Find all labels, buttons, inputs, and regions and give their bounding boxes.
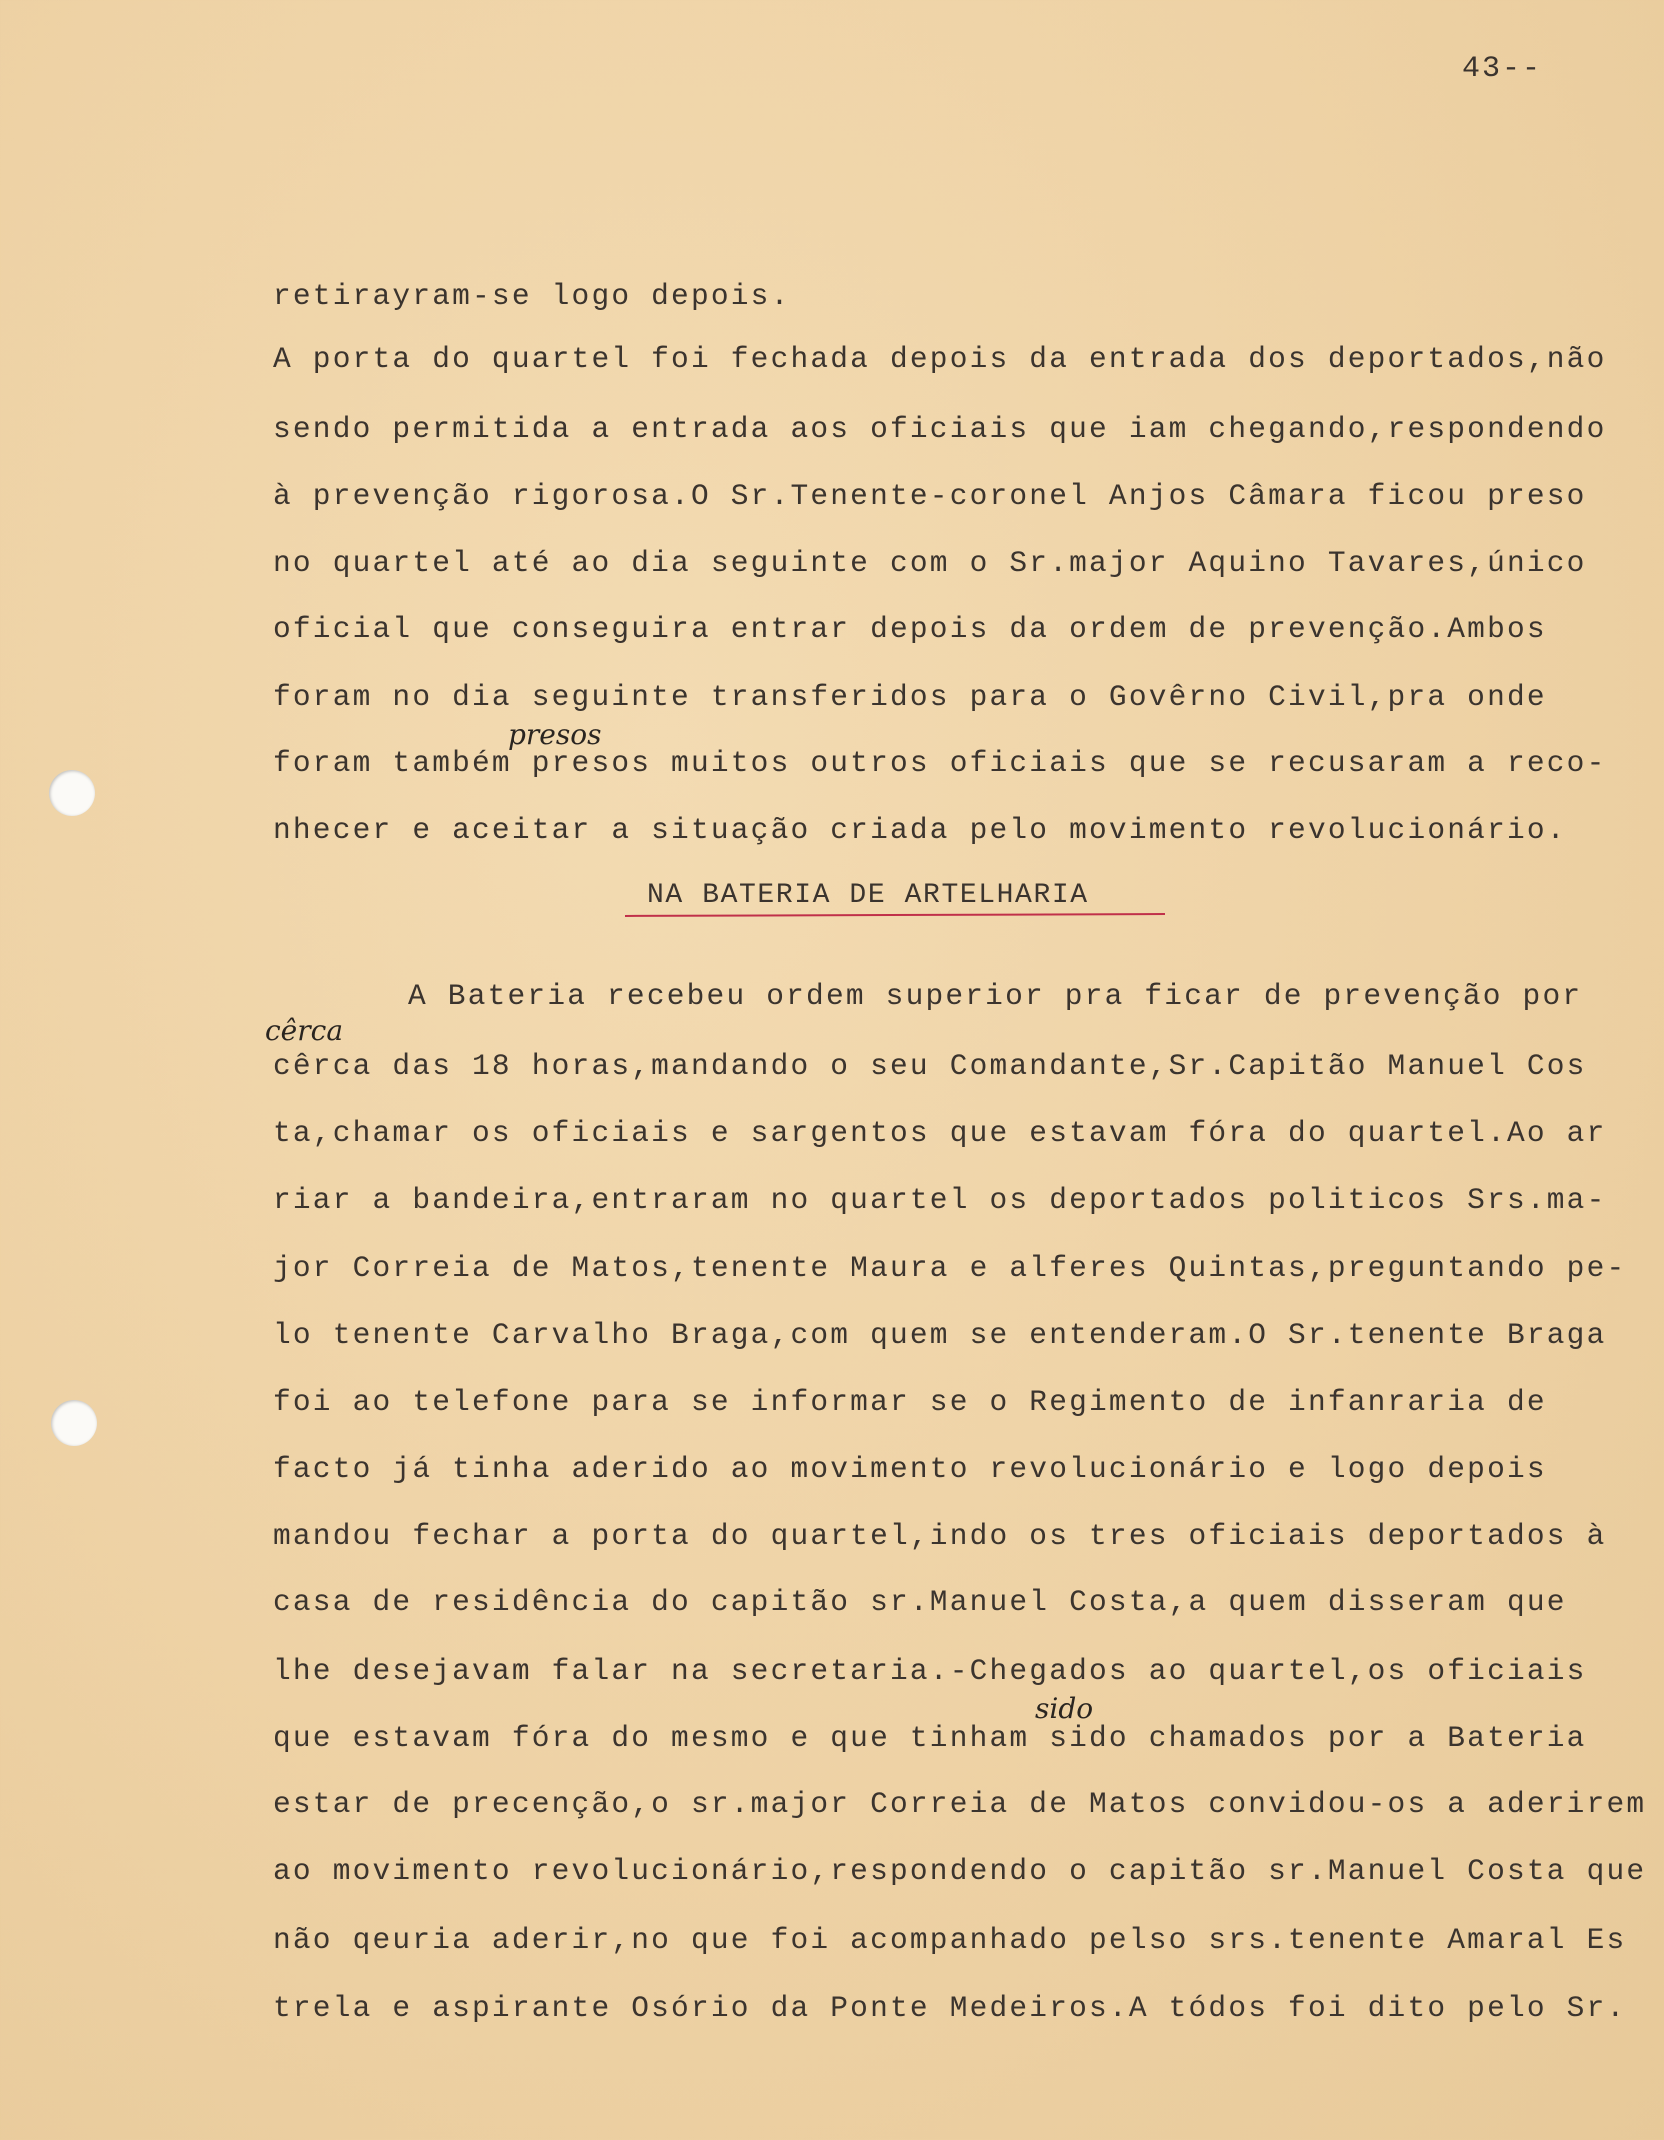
text-line: riar a bandeira,entraram no quartel os deportados politicos Srs.ma- [273, 1183, 1607, 1217]
punch-hole [49, 770, 95, 816]
text-line: ao movimento revolucionário,respondendo o capitão sr.Manuel Costa que [273, 1854, 1647, 1888]
text-line: mandou fechar a porta do quartel,indo os tres oficiais deportados à [273, 1519, 1607, 1553]
page-number: 43-- [1462, 52, 1543, 86]
punch-hole [51, 1400, 97, 1446]
handwritten-annotation: cêrca [265, 1014, 344, 1047]
text-line: sendo permitida a entrada aos oficiais que iam chegando,respondendo [273, 412, 1607, 446]
text-line: lo tenente Carvalho Braga,com quem se entenderam.O Sr.tenente Braga [273, 1318, 1607, 1352]
text-line: trela e aspirante Osório da Ponte Medeiros.A tódos foi dito pelo Sr. [273, 1991, 1627, 2025]
text-line: facto já tinha aderido ao movimento revolucionário e logo depois [273, 1452, 1547, 1486]
text-line: retirayram-se logo depois. [273, 279, 791, 313]
text-line: foram também presos muitos outros oficiais que se recusaram a reco- [273, 746, 1607, 780]
text-line: lhe desejavam falar na secretaria.-Chegados ao quartel,os oficiais [273, 1654, 1587, 1688]
text-line: A Bateria recebeu ordem superior pra ficar de prevenção por [408, 979, 1583, 1013]
section-heading: NA BATERIA DE ARTELHARIA [647, 880, 1089, 911]
text-line: estar de precenção,o sr.major Correia de Matos convidou-os a aderirem [273, 1787, 1647, 1821]
text-line: casa de residência do capitão sr.Manuel Costa,a quem disseram que [273, 1585, 1567, 1619]
text-line: A porta do quartel foi fechada depois da entrada dos deportados,não [273, 342, 1607, 376]
handwritten-annotation: presos [508, 718, 602, 751]
text-line: à prevenção rigorosa.O Sr.Tenente-coronel Anjos Câmara ficou preso [273, 479, 1587, 513]
text-line: ta,chamar os oficiais e sargentos que estavam fóra do quartel.Ao ar [273, 1116, 1607, 1150]
text-line: oficial que conseguira entrar depois da ordem de prevenção.Ambos [273, 612, 1547, 646]
text-line: jor Correia de Matos,tenente Maura e alferes Quintas,preguntando pe- [273, 1251, 1627, 1285]
text-line: nhecer e aceitar a situação criada pelo movimento revolucionário. [273, 813, 1567, 847]
handwritten-annotation: sido [1035, 1692, 1094, 1725]
text-line: que estavam fóra do mesmo e que tinham sido chamados por a Bateria [273, 1721, 1587, 1755]
text-line: cêrca das 18 horas,mandando o seu Comandante,Sr.Capitão Manuel Cos [273, 1049, 1587, 1083]
heading-underline [625, 913, 1165, 917]
text-line: no quartel até ao dia seguinte com o Sr.major Aquino Tavares,único [273, 546, 1587, 580]
text-line: foi ao telefone para se informar se o Regimento de infanraria de [273, 1385, 1547, 1419]
text-line: não qeuria aderir,no que foi acompanhado pelso srs.tenente Amaral Es [273, 1923, 1627, 1957]
text-line: foram no dia seguinte transferidos para o Govêrno Civil,pra onde [273, 680, 1547, 714]
